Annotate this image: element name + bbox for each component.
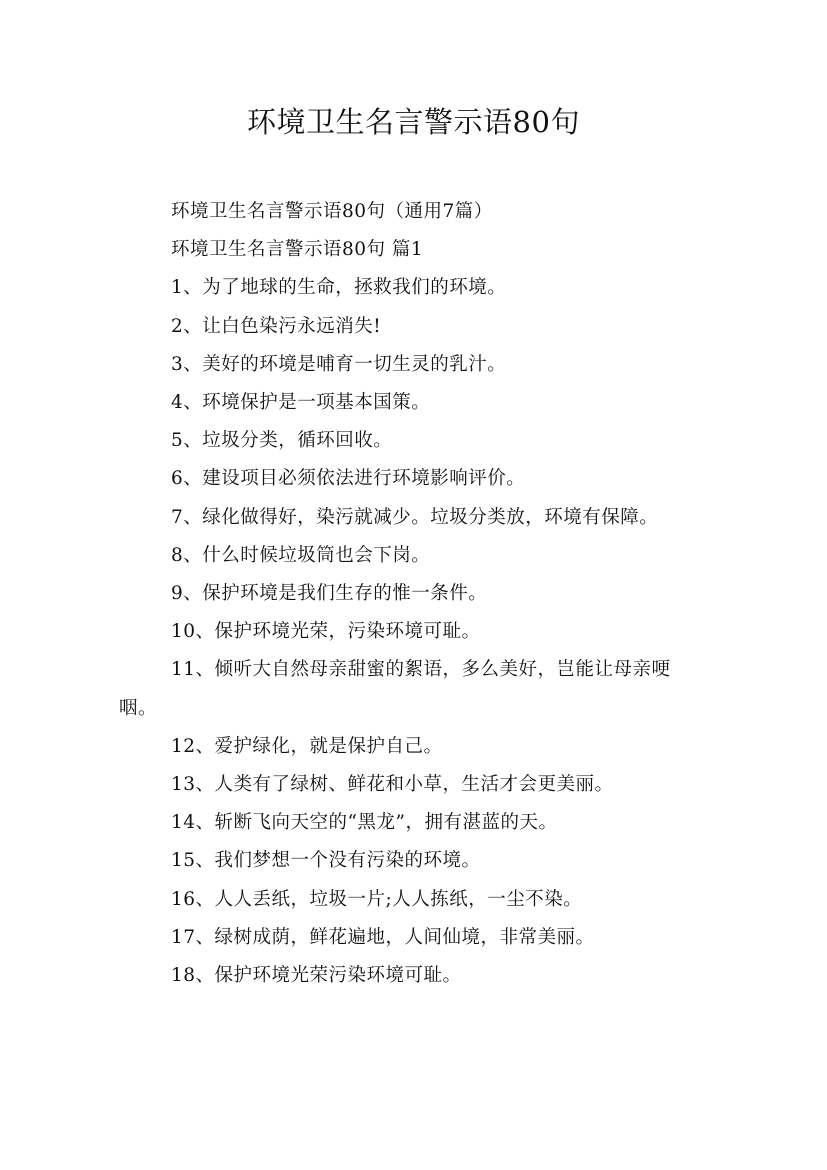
list-item: 1、为了地球的生命，拯救我们的环境。 xyxy=(171,277,507,299)
list-item: 5、垃圾分类，循环回收。 xyxy=(171,430,393,452)
list-item: 6、建设项目必须依法进行环境影响评价。 xyxy=(171,468,526,490)
list-item: 14、斩断飞向天空的“黑龙”，拥有湛蓝的天。 xyxy=(171,812,558,834)
list-item: 7、绿化做得好，染污就减少。垃圾分类放，环境有保障。 xyxy=(171,506,659,528)
document-body xyxy=(119,193,707,995)
document-title: 环境卫生名言警示语80句 xyxy=(247,105,580,139)
list-item: 17、绿树成荫，鲜花遍地，人间仙境，非常美丽。 xyxy=(171,926,595,948)
list-item: 11、倾听大自然母亲甜蜜的絮语，多么美好，岂能让母亲哽咽。 xyxy=(119,659,671,719)
list-item: 8、什么时候垃圾筒也会下岗。 xyxy=(171,544,431,566)
list-item: 3、美好的环境是哺育一切生灵的乳汁。 xyxy=(171,353,507,375)
list-item: 12、爱护绿化，就是保护自己。 xyxy=(171,735,443,757)
list-item: 16、人人丢纸，垃圾一片;人人拣纸，一尘不染。 xyxy=(171,888,583,910)
list-item: 10、保护环境光荣，污染环境可耻。 xyxy=(171,621,481,643)
list-item: 13、人类有了绿树、鲜花和小草，生活才会更美丽。 xyxy=(171,774,614,796)
paragraph-section-heading: 环境卫生名言警示语80句 篇1 xyxy=(171,239,424,261)
list-item: 2、让白色染污永远消失! xyxy=(171,315,382,337)
list-item: 9、保护环境是我们生存的惟一条件。 xyxy=(171,583,488,605)
list-item: 18、保护环境光荣污染环境可耻。 xyxy=(171,965,462,987)
list-item: 4、环境保护是一项基本国策。 xyxy=(171,392,431,414)
list-item: 15、我们梦想一个没有污染的环境。 xyxy=(171,850,481,872)
paragraph-subtitle: 环境卫生名言警示语80句（通用7篇） xyxy=(171,201,493,222)
